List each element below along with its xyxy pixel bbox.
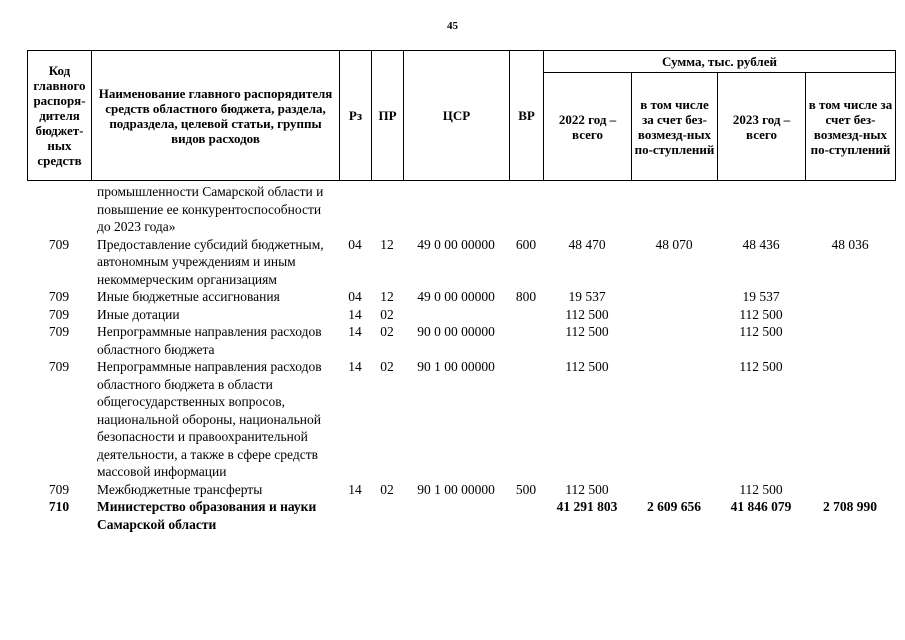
cell-vr: 600 [515,236,537,252]
col-header-2022-gratuitous: в том числе за счет без-возмезд-ных по-ступлений [632,73,718,181]
cell-rz [339,183,371,236]
col-header-rz: Рз [340,51,372,181]
budget-table-body [27,183,895,533]
cell-2022-total: 112 500 [565,481,609,497]
col-header-2023-gratuitous: в том числе за счет без-возмезд-ных по-ступлений [806,73,896,181]
cell-2022-total: 112 500 [565,306,609,322]
cell-csr [403,306,509,324]
table-row [27,481,895,499]
table-row [27,183,895,236]
cell-rz: 04 [348,236,362,252]
cell-rz: 14 [348,306,362,322]
cell-pr: 02 [380,359,394,374]
table-row [27,323,895,358]
cell-2023-total: 48 436 [742,236,780,252]
cell-vr: 800 [515,289,537,304]
col-header-pr: ПР [372,51,404,181]
cell-name: Предоставление субсидий бюджетным, автономным учреждениям и иным некоммерческим организациям [97,236,324,287]
cell-code: 709 [48,289,70,304]
cell-pr [371,183,403,236]
cell-code: 709 [48,236,70,252]
page-number: 45 [447,20,458,32]
cell-csr [403,498,509,533]
cell-rz: 14 [348,481,362,497]
cell-name: Иные дотации [97,306,180,322]
cell-csr: 49 0 00 00000 [417,289,495,304]
col-header-sum: Сумма, тыс. рублей [544,51,896,73]
col-header-2022-total: 2022 год – всего [544,73,632,181]
cell-csr: 49 0 00 00000 [417,236,495,252]
cell-csr: 90 1 00 00000 [417,481,495,497]
cell-rz: 04 [348,289,362,304]
cell-name: промышленности Самарской области и повышение ее конкурентоспособности до 2023 года» [97,184,324,234]
cell-2022-total: 19 537 [568,289,606,304]
cell-name: Межбюджетные трансферты [97,481,263,497]
cell-vr [509,323,543,358]
cell-2023-total: 112 500 [739,324,783,339]
cell-2022-total [543,183,631,236]
cell-2023-gratuitous [805,481,895,499]
cell-pr [371,498,403,533]
col-header-vr: ВР [510,51,544,181]
table-row [27,236,895,289]
cell-pr: 02 [380,481,394,497]
cell-code: 709 [48,324,70,339]
col-header-2023-total: 2023 год – всего [718,73,806,181]
cell-code: 709 [48,306,70,322]
cell-pr: 02 [380,324,394,339]
cell-2023-gratuitous [805,323,895,358]
cell-2023-total: 41 846 079 [730,499,792,514]
col-header-csr: ЦСР [404,51,510,181]
cell-2022-gratuitous: 48 070 [655,236,693,252]
col-header-name: Наименование главного распорядителя средств областного бюджета, раздела, подраздела, целевой статьи, группы видов расходов [92,51,340,181]
table-row [27,358,895,481]
cell-2023-total: 112 500 [739,359,783,374]
cell-2023-total: 19 537 [742,289,780,304]
cell-vr [509,358,543,481]
cell-2023-gratuitous [805,306,895,324]
cell-2022-total: 112 500 [565,324,609,339]
cell-2022-gratuitous: 2 609 656 [647,499,701,514]
cell-vr [509,498,543,533]
cell-2023-total [717,183,805,236]
budget-table-header [27,50,896,181]
cell-2022-total: 112 500 [565,359,609,374]
cell-csr [403,183,509,236]
cell-vr [509,306,543,324]
cell-2022-gratuitous [631,323,717,358]
cell-pr: 12 [380,289,394,304]
cell-2023-gratuitous [805,183,895,236]
cell-2023-gratuitous: 2 708 990 [823,499,877,514]
cell-csr: 90 1 00 00000 [417,359,495,374]
cell-2023-gratuitous [805,358,895,481]
cell-csr: 90 0 00 00000 [417,324,495,339]
cell-2023-gratuitous [805,288,895,306]
cell-2022-total: 41 291 803 [556,499,618,514]
cell-code: 709 [48,359,70,374]
cell-2023-gratuitous: 48 036 [831,236,869,252]
cell-rz: 14 [348,324,362,339]
table-row [27,306,895,324]
cell-2023-total: 112 500 [739,306,783,322]
cell-name: Непрограммные направления расходов областного бюджета [97,324,322,357]
col-header-code: Код главного распоря-дителя бюджет-ных средств [28,51,92,181]
cell-code: 709 [48,481,70,497]
cell-pr: 02 [380,306,394,322]
cell-rz [339,498,371,533]
cell-code: 710 [48,499,70,514]
cell-2022-gratuitous [631,481,717,499]
cell-vr: 500 [515,481,537,497]
cell-2022-gratuitous [631,183,717,236]
table-row [27,288,895,306]
cell-2022-gratuitous [631,358,717,481]
cell-2022-total: 48 470 [568,236,606,252]
cell-name: Иные бюджетные ассигнования [97,289,280,304]
cell-vr [509,183,543,236]
cell-2022-gratuitous [631,306,717,324]
cell-name: Министерство образования и науки Самарской области [97,499,317,532]
cell-2022-gratuitous [631,288,717,306]
cell-code [27,183,91,236]
cell-2023-total: 112 500 [739,481,783,497]
table-row [27,498,895,533]
cell-pr: 12 [380,236,394,252]
cell-rz: 14 [348,359,362,374]
cell-name: Непрограммные направления расходов областного бюджета в области общегосударственных вопросов, национальной обороны, национальной безопасности и правоохранительной деятельности, а также в сфере средств массовой информации [97,359,322,479]
